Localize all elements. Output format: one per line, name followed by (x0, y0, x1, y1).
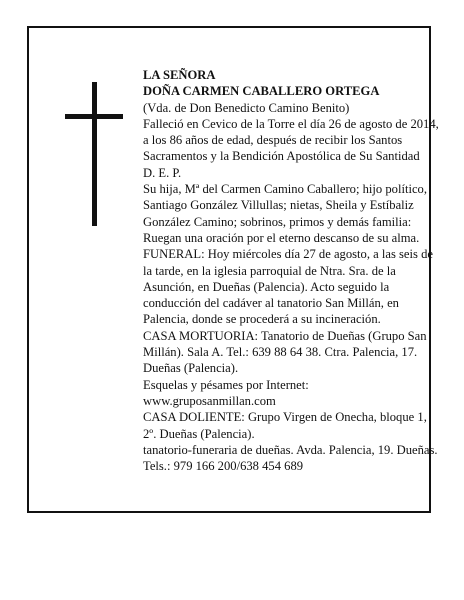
deceased-name: DOÑA CARMEN CABALLERO ORTEGA (143, 84, 380, 99)
title-line: LA SEÑORA (143, 68, 216, 82)
death-details: Falleció en Cevico de la Torre el día 26 de agosto de 2014, a los 86 años de edad, después de recibir los Santos Sacramentos y la Bendición Apostólica de Su Santidad (143, 116, 439, 164)
funeral-home-details: tanatorio-funeraria de dueñas. Avda. Palencia, 19. Dueñas. Tels.: 979 166 200/638 454 689 (143, 442, 438, 474)
internet-notice: Esquelas y pésames por Internet: (143, 377, 309, 392)
funeral-details: FUNERAL: Hoy miércoles día 27 de agosto, a las seis de la tarde, en la iglesia parroquial de Ntra. Sra. de la Asunción, en Dueñas (Palencia). Acto seguido la conducción del cadáver al tanatorio San Millán, en Palencia, donde se procederá a su incineración. (143, 247, 433, 327)
obituary-text (143, 67, 439, 474)
obituary-notice (27, 26, 439, 513)
widow-line: (Vda. de Don Benedicto Camino Benito) (143, 100, 350, 115)
prayer-request: Ruegan una oración por el eterno descanso de su alma. (143, 230, 420, 245)
cross-icon (65, 82, 123, 226)
dep-line: D. E. P. (143, 165, 182, 180)
family-home-details: CASA DOLIENTE: Grupo Virgen de Onecha, bloque 1, 2º. Dueñas (Palencia). (143, 410, 427, 441)
mortuary-details: CASA MORTUORIA: Tanatorio de Dueñas (Grupo San Millán). Sala A. Tel.: 639 88 64 38. Ctra. Palencia, 17. Dueñas (Palencia). (143, 328, 427, 376)
family-list: Su hija, Mª del Carmen Camino Caballero; hijo político, Santiago González Villullas; nietas, Sheila y Estíbaliz González Camino; sobrinos, primos y demás familia: (143, 182, 427, 229)
website-link[interactable]: www.gruposanmillan.com (143, 393, 276, 408)
